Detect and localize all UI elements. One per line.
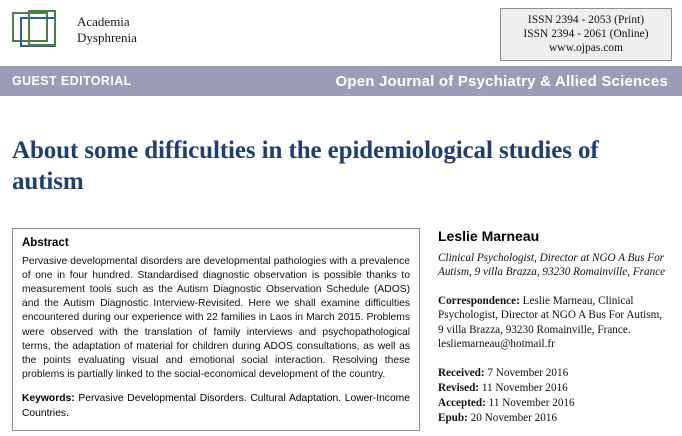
journal-brand	[12, 8, 137, 52]
author-affiliation: Clinical Psychologist, Director at NGO A Bus For Autism, 9 villa Brazza, 93230 Romainville, France	[438, 251, 666, 278]
keywords	[22, 392, 410, 420]
abstract-heading: Abstract	[22, 236, 69, 249]
article-title: About some difficulties in the epidemiological studies of autism	[12, 136, 599, 195]
revised-label: Revised:	[438, 381, 480, 394]
abstract-text: Pervasive developmental disorders are developmental pathologies with a prevalence of one in four hundred. Standardised diagnostic observation is possible thanks to measurement tools such as the Autism Diagnostic Observation Schedule (ADOS) and the Autism Diagnostic Interview-Revisited. Here we shall examine difficulties encountered during our experience with 22 families in Laos in March 2015. Problems were observed with the translation of family interviews and psychopathological terms, the adaptation of material for children during ADOS consultations, as well as the points evaluating visual and emotional social interaction. Resolving these problems is partially linked to the social-economical development of the country.	[22, 255, 410, 381]
received-label: Received:	[438, 366, 485, 379]
received-value: 7 November 2016	[487, 366, 569, 379]
journal-title: Open Journal of Psychiatry & Allied Sciences	[335, 72, 668, 90]
issn-box	[500, 8, 672, 61]
author-name: Leslie Marneau	[438, 227, 540, 244]
accepted-date	[438, 396, 670, 411]
correspondence	[438, 294, 670, 352]
masthead	[0, 0, 682, 62]
accepted-label: Accepted:	[438, 396, 486, 409]
revised-date	[438, 381, 670, 396]
abstract-box	[12, 228, 420, 431]
academia-dysphrenia-logo-icon	[12, 8, 68, 52]
abstract-column	[12, 228, 420, 431]
accepted-value: 11 November 2016	[488, 396, 575, 409]
correspondence-label: Correspondence:	[438, 294, 520, 307]
revised-value: 11 November 2016	[481, 381, 568, 394]
section-label: GUEST EDITORIAL	[12, 74, 132, 88]
author-column	[438, 228, 670, 431]
brand-text	[77, 14, 137, 46]
epub-value: 20 November 2016	[470, 411, 558, 424]
journal-website[interactable]: www.ojpas.com	[549, 42, 623, 54]
epub-label: Epub:	[438, 411, 468, 424]
brand-line-2: Dysphrenia	[77, 30, 137, 45]
keywords-text: Pervasive Developmental Disorders. Cultural Adaptation. Lower-Income Countries.	[22, 393, 410, 419]
correspondence-text: Leslie Marneau, Clinical Psychologist, Director at NGO A Bus For Autism, 9 villa Brazza, 93230 Romainville, France. lesliemarneau@hotmail.fr	[438, 294, 663, 350]
article-body	[0, 214, 682, 431]
received-date	[438, 366, 670, 381]
journal-header-bar	[0, 66, 682, 96]
issn-online: ISSN 2394 - 2061 (Online)	[523, 28, 649, 40]
issn-print: ISSN 2394 - 2053 (Print)	[527, 14, 645, 26]
brand-line-1: Academia	[77, 14, 130, 29]
publication-dates	[438, 366, 670, 426]
keywords-label: Keywords:	[22, 393, 75, 405]
epub-date	[438, 411, 670, 426]
